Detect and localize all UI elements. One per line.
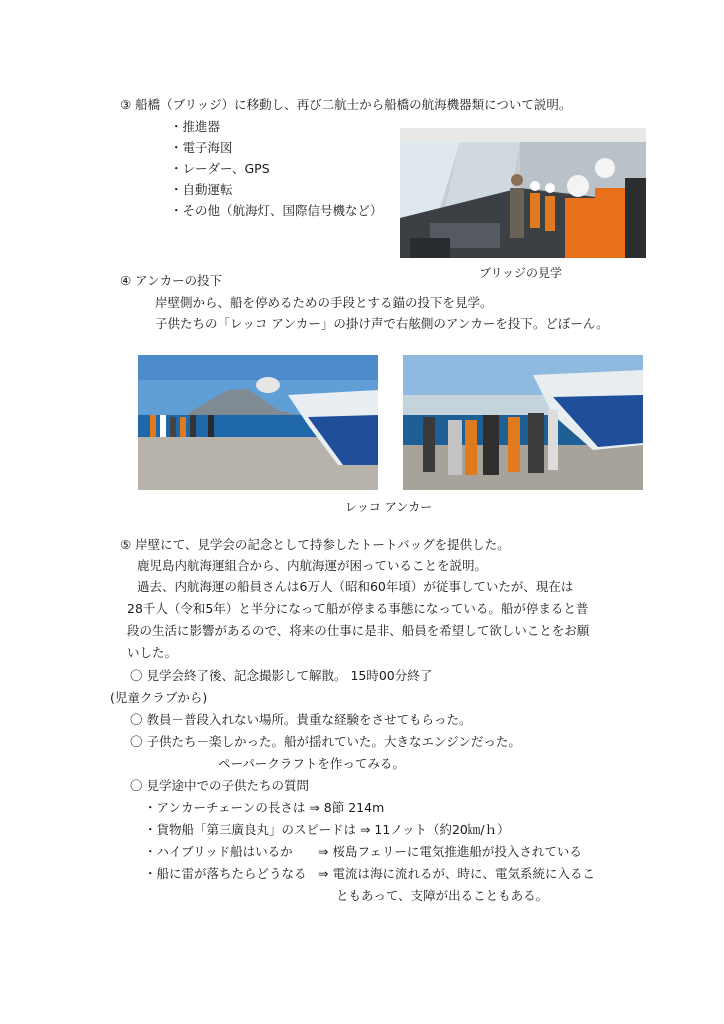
kids-club-heading: (児童クラブから) bbox=[110, 690, 208, 705]
section4-line-2: 子供たちの「レッコ アンカー」の掛け声で右舷側のアンカーを投下。どぼーん。 bbox=[155, 316, 609, 331]
bridge-photo bbox=[400, 128, 646, 258]
section5-heading: ⑤ 岸壁にて、見学会の記念として持参したトートバッグを提供した。 bbox=[120, 537, 510, 552]
teacher-comment: 〇 教員－普段入れない場所。貴重な経験をさせてもらった。 bbox=[130, 712, 472, 727]
section3-item-5: ・その他（航海灯、国際信号機など） bbox=[170, 203, 383, 218]
bridge-photo-caption: ブリッジの見学 bbox=[479, 266, 563, 280]
answer-4-cont: ともあって、支障が出ることもある。 bbox=[336, 888, 549, 903]
section5-line-2: 過去、内航海運の船員さんは6万人（昭和60年頃）が従事していたが、現在は bbox=[137, 579, 574, 594]
question-1: ・アンカーチェーンの長さは ⇒ 8節 214m bbox=[144, 800, 385, 815]
section4-heading: ④ アンカーの投下 bbox=[120, 273, 223, 288]
anchor-photo-caption: レッコ アンカー bbox=[345, 500, 433, 514]
closing-note: 〇 見学会終了後、記念撮影して解散。 15時00分終了 bbox=[130, 668, 433, 683]
question-2: ・貨物船「第三廣良丸」のスピードは ⇒ 11ノット（約20㎞/ｈ） bbox=[144, 822, 510, 837]
children-comment: 〇 子供たち－楽しかった。船が揺れていた。大きなエンジンだった。 bbox=[130, 734, 521, 749]
question-3: ・ハイブリッド船はいるか bbox=[144, 844, 293, 859]
section3-item-4: ・自動運転 bbox=[170, 182, 233, 197]
answer-4: ⇒ 電流は海に流れるが、時に、電気系統に入るこ bbox=[318, 866, 595, 881]
section3-item-2: ・電子海図 bbox=[170, 140, 233, 155]
children-comment-cont: ペーパークラフトを作ってみる。 bbox=[218, 756, 405, 771]
anchor-photo-left bbox=[138, 355, 378, 490]
section5-line-1: 鹿児島内航海運組合から、内航海運が困っていることを説明。 bbox=[137, 558, 488, 573]
section4-line-1: 岸壁側から、船を停めるための手段とする錨の投下を見学。 bbox=[155, 295, 493, 310]
anchor-photo-right bbox=[403, 355, 643, 490]
section3-item-1: ・推進器 bbox=[170, 119, 221, 134]
answer-3: ⇒ 桜島フェリーに電気推進船が投入されている bbox=[318, 844, 582, 859]
section5-line-3: 28千人（令和5年）と半分になって船が停まる事態になっている。船が停まると普 bbox=[127, 601, 589, 616]
section3-item-3: ・レーダー、GPS bbox=[170, 161, 270, 176]
section5-line-5: いした。 bbox=[127, 645, 178, 660]
section3-heading: ③ 船橋（ブリッジ）に移動し、再び二航士から船橋の航海機器類について説明。 bbox=[120, 97, 572, 112]
question-4: ・船に雷が落ちたらどうなる bbox=[144, 866, 307, 881]
questions-heading: 〇 見学途中での子供たちの質問 bbox=[130, 778, 309, 793]
section5-line-4: 段の生活に影響があるので、将来の仕事に是非、船員を希望して欲しいことをお願 bbox=[127, 623, 590, 638]
